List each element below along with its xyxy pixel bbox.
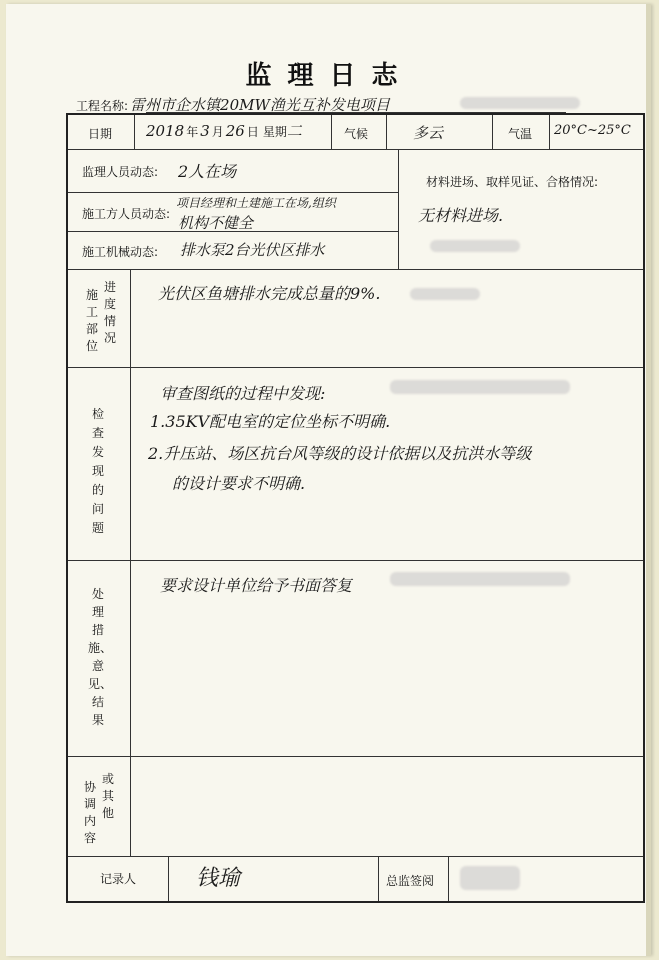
inspection-line1: 审查图纸的过程中发现: bbox=[160, 384, 326, 403]
inspection-line2: 1.35KV配电室的定位坐标不明确. bbox=[150, 412, 391, 431]
machinery-value: 排水泵2台光伏区排水 bbox=[180, 241, 325, 259]
date-label: 日期 bbox=[88, 127, 113, 141]
row-divider bbox=[68, 756, 643, 757]
recorder-divider bbox=[168, 856, 169, 901]
materials-column-divider bbox=[398, 149, 399, 269]
recorder-label: 记录人 bbox=[100, 872, 137, 886]
temperature-label: 气温 bbox=[508, 127, 533, 141]
blur-smudge bbox=[460, 866, 520, 890]
row-divider bbox=[68, 269, 643, 270]
contractor-value-line1: 项目经理和土建施工在场,组织 bbox=[176, 196, 336, 210]
log-table bbox=[66, 113, 645, 903]
progress-label-right: 进度情况 bbox=[103, 280, 116, 345]
contractor-value-line2: 机构不健全 bbox=[178, 214, 254, 232]
machinery-label: 施工机械动态: bbox=[82, 245, 159, 259]
date-day-unit: 日 bbox=[246, 125, 259, 139]
supervisor-label: 监理人员动态: bbox=[82, 165, 159, 179]
inspection-label: 检查发现的问题 bbox=[91, 407, 104, 535]
weekday-value: 二 bbox=[286, 122, 302, 140]
document-title: 监理日志 bbox=[245, 61, 414, 91]
inspection-line4: 的设计要求不明确. bbox=[172, 474, 306, 493]
contractor-label: 施工方人员动态: bbox=[82, 207, 171, 221]
weather-value-divider bbox=[386, 115, 387, 149]
measures-label: 处理措施、意见、结果 bbox=[88, 587, 113, 727]
date-month-unit: 月 bbox=[211, 125, 224, 139]
date-month: 3 bbox=[200, 122, 210, 140]
date-year-unit: 年 bbox=[186, 125, 199, 139]
materials-label: 材料进场、取样见证、合格情况: bbox=[426, 175, 599, 189]
row-divider bbox=[68, 192, 398, 193]
weather-col-divider bbox=[331, 115, 332, 149]
materials-value: 无材料进场. bbox=[418, 206, 504, 225]
date-field bbox=[146, 120, 302, 141]
row-divider bbox=[68, 149, 643, 150]
weather-value: 多云 bbox=[413, 124, 444, 142]
chief-divider bbox=[378, 856, 379, 901]
coordination-label-left: 协调内容 bbox=[83, 780, 96, 845]
row-divider bbox=[68, 367, 643, 368]
temp-value-divider bbox=[549, 115, 550, 149]
row-divider bbox=[68, 856, 643, 857]
supervisor-value: 2人在场 bbox=[178, 162, 237, 181]
temp-col-divider bbox=[492, 115, 493, 149]
project-name-label: 工程名称: bbox=[76, 99, 129, 113]
progress-label-left: 施工部位 bbox=[85, 288, 98, 353]
chief-signoff-label: 总监签阅 bbox=[386, 874, 435, 888]
label-column-divider bbox=[130, 269, 131, 856]
recorder-signature: 钱瑜 bbox=[196, 866, 241, 891]
chief-value-divider bbox=[448, 856, 449, 901]
progress-value: 光伏区鱼塘排水完成总量的9%. bbox=[158, 284, 381, 303]
blur-smudge bbox=[390, 572, 570, 586]
blur-smudge bbox=[390, 380, 570, 394]
blur-smudge bbox=[430, 240, 520, 252]
blur-smudge bbox=[410, 288, 480, 300]
date-year: 2018 bbox=[146, 122, 185, 140]
inspection-line3: 2.升压站、场区抗台风等级的设计依据以及抗洪水等级 bbox=[148, 444, 532, 463]
weather-label: 气候 bbox=[344, 127, 369, 141]
measures-value: 要求设计单位给予书面答复 bbox=[160, 576, 353, 595]
temperature-value: 20°C~25°C bbox=[554, 123, 631, 138]
date-day: 26 bbox=[225, 122, 245, 140]
row-divider bbox=[68, 560, 643, 561]
coordination-label-right: 或其他 bbox=[101, 772, 114, 820]
weekday-label: 星期 bbox=[262, 125, 287, 139]
project-name-value: 雷州市企水镇20MW渔光互补发电项目 bbox=[130, 96, 390, 114]
date-col-divider bbox=[134, 115, 135, 149]
blur-smudge bbox=[460, 97, 580, 109]
